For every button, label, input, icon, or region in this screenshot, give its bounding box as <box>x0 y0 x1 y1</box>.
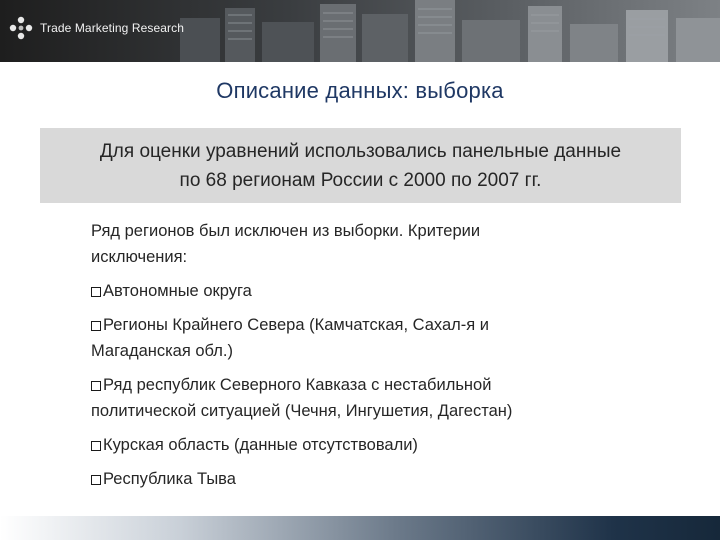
checkbox-bullet-icon <box>91 321 101 331</box>
checkbox-bullet-icon <box>91 475 101 485</box>
list-item <box>91 432 611 458</box>
list-item-text: Ряд республик Северного Кавказа с нестабильной <box>103 376 492 394</box>
list-item-text: Курская область (данные отсутствовали) <box>103 436 418 454</box>
checkbox-bullet-icon <box>91 381 101 391</box>
exclusion-list <box>91 218 611 500</box>
list-item-text: Автономные округа <box>103 282 252 300</box>
intro-line-1: Ряд регионов был исключен из выборки. Критерии <box>91 222 481 240</box>
intro-text <box>91 218 611 270</box>
list-item-text: Республика Тыва <box>103 470 236 488</box>
list-item <box>91 278 611 304</box>
brand-name: Trade Marketing Research <box>40 21 185 35</box>
header-banner <box>0 0 720 62</box>
checkbox-bullet-icon <box>91 287 101 297</box>
list-item <box>91 372 611 424</box>
list-item-text-cont: Магаданская обл.) <box>91 342 233 360</box>
footer-bar <box>0 516 720 540</box>
slide-title: Описание данных: выборка <box>216 78 504 103</box>
intro-line-2: исключения: <box>91 248 188 266</box>
summary-box <box>40 128 681 203</box>
tmr-logo-mark-icon <box>8 15 34 41</box>
list-item-text-cont: политической ситуацией (Чечня, Ингушетия, Дагестан) <box>91 402 513 420</box>
list-item <box>91 312 611 364</box>
list-item-text: Регионы Крайнего Севера (Камчатская, Сахал-я и <box>103 316 489 334</box>
brand-logo[interactable] <box>8 14 184 42</box>
summary-line-1: Для оценки уравнений использовались панельные данные <box>99 140 622 162</box>
summary-line-2: по 68 регионам России с 2000 по 2007 гг. <box>179 169 542 191</box>
list-item <box>91 466 611 492</box>
checkbox-bullet-icon <box>91 441 101 451</box>
